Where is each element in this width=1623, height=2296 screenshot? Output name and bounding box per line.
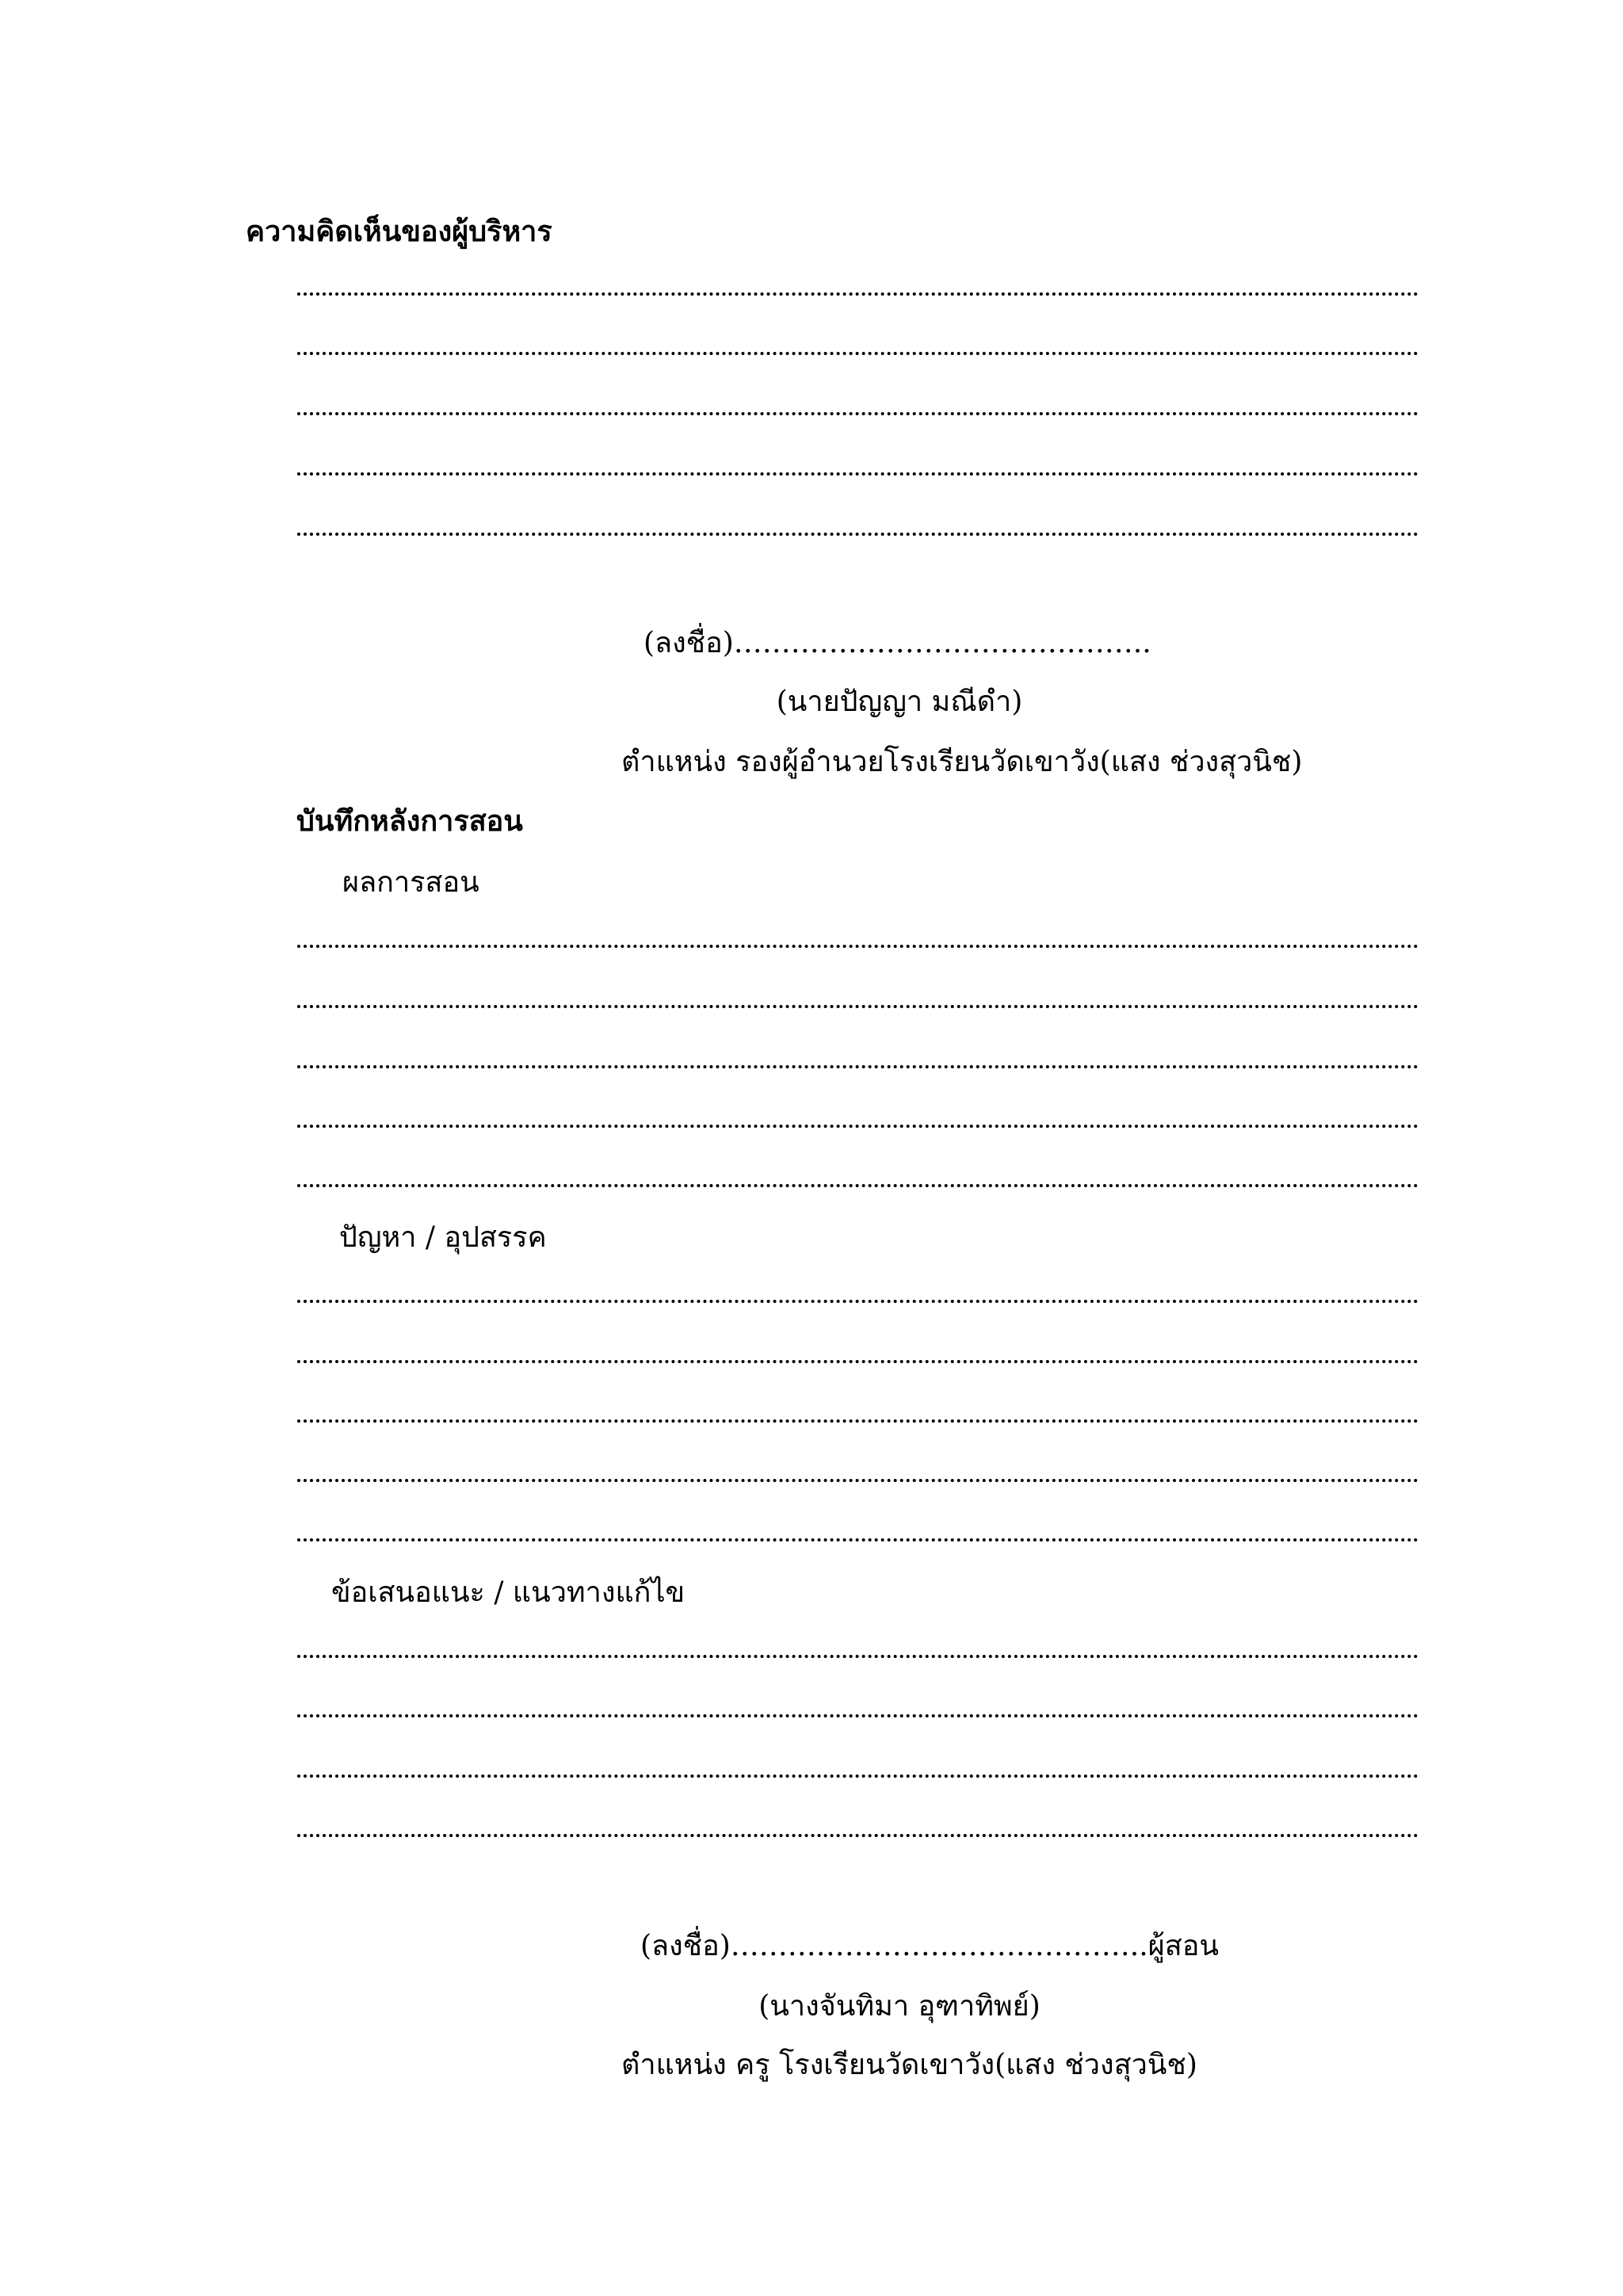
teacher-name: (นางจันทิมา อุฑาทิพย์)	[758, 1990, 1041, 2023]
problems-line	[297, 1300, 1419, 1303]
admin-comment-line	[297, 292, 1419, 296]
problems-line	[297, 1360, 1419, 1363]
suggestions-line	[297, 1834, 1419, 1837]
problems-line	[297, 1479, 1419, 1482]
results-line	[297, 1184, 1419, 1187]
admin-comment-line	[297, 472, 1419, 476]
teacher-position: ตำแหน่ง ครู โรงเรียนวัดเขาวัง(แสง ช่วงสุวนิช)	[621, 2049, 1197, 2081]
suggestions-line	[297, 1655, 1419, 1658]
teacher-sign-line: (ลงชื่อ)……………………………………..ผู้สอน	[640, 1930, 1219, 1962]
problems-line	[297, 1419, 1419, 1423]
suggestions-line	[297, 1775, 1419, 1778]
results-line	[297, 1125, 1419, 1128]
problems-line	[297, 1538, 1419, 1541]
admin-comment-line	[297, 412, 1419, 415]
admin-comment-line	[297, 352, 1419, 355]
suggestions-label: ข้อเสนอแนะ / แนวทางแก้ไข	[331, 1576, 685, 1609]
results-line	[297, 1065, 1419, 1068]
admin-comment-line	[297, 533, 1419, 536]
suggestions-line	[297, 1714, 1419, 1717]
after-teaching-heading: บันทึกหลังการสอน	[296, 804, 523, 838]
problems-label: ปัญหา / อุปสรรค	[339, 1221, 547, 1254]
admin-comment-heading: ความคิดเห็นของผู้บริหาร	[246, 215, 552, 248]
results-label: ผลการสอน	[342, 866, 479, 899]
results-line	[297, 1005, 1419, 1008]
results-line	[297, 945, 1419, 948]
admin-sign-line: (ลงชื่อ)……………………………………..	[643, 627, 1151, 659]
admin-position: ตำแหน่ง รองผู้อำนวยโรงเรียนวัดเขาวัง(แสง ช่วงสุวนิช)	[621, 746, 1303, 778]
admin-name: (นายปัญญา มณีดำ)	[776, 686, 1023, 718]
